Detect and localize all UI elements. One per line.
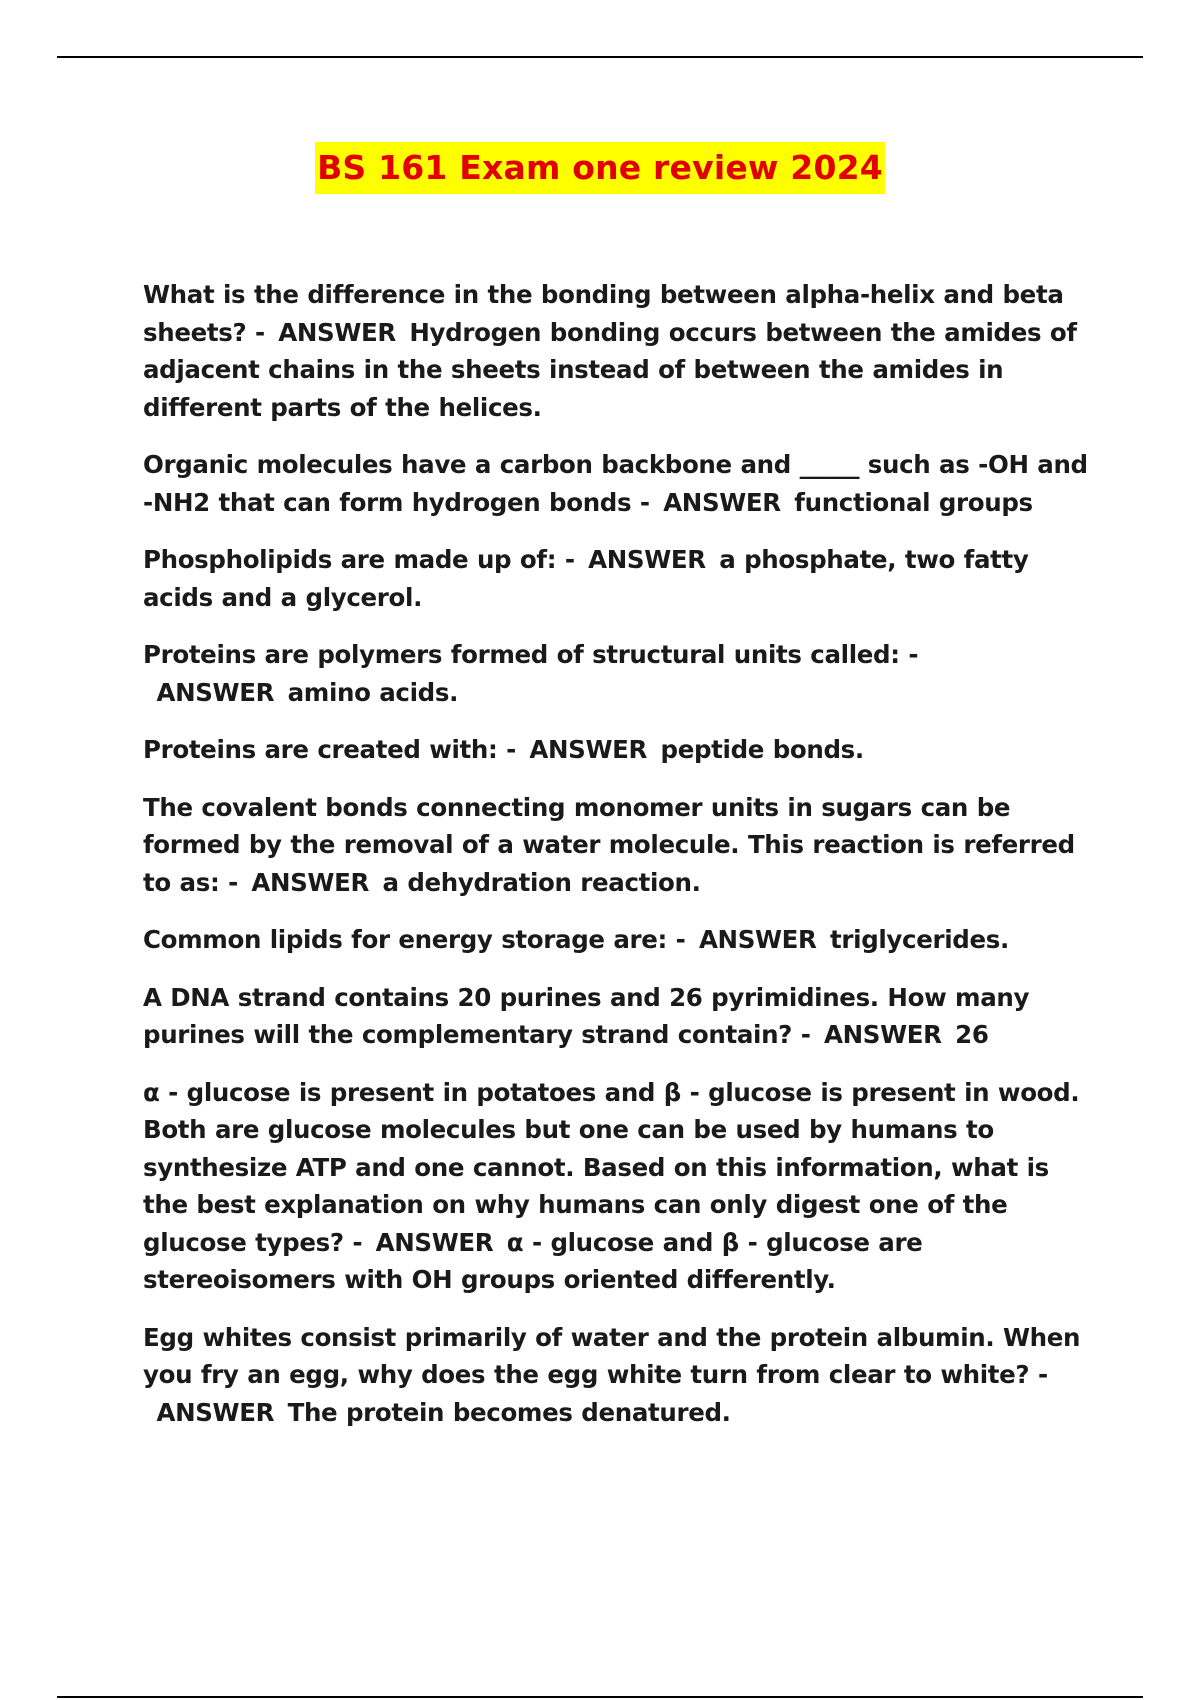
answer-label: ANSWER (698, 925, 817, 954)
question-text: α - glucose is present in potatoes and β - glucose is present in wood. Both are glucose molecules but one can be used by humans to synthesize ATP and one cannot. Based on this information, what is the best explanation on why humans can only digest one of the glucose types? (143, 1077, 1080, 1257)
question-text: What is the difference in the bonding between alpha-helix and beta sheets? (143, 280, 1064, 347)
answer-text: a phosphate, two fatty acids and a glycerol. (143, 545, 1029, 612)
question-text: Organic molecules have a carbon backbone and _____ such as -OH and -NH2 that can form hydrogen bonds (143, 450, 1088, 517)
qa-item (143, 979, 1093, 1054)
question-text: Proteins are polymers formed of structural units called: (143, 640, 900, 669)
separator: - (792, 1020, 811, 1049)
answer-text: peptide bonds. (660, 735, 864, 764)
question-text: Proteins are created with: (143, 735, 498, 764)
title-container (0, 142, 1200, 194)
answer-label: ANSWER (156, 677, 275, 707)
answer-text: triglycerides. (830, 925, 1009, 954)
separator: - (666, 925, 686, 954)
qa-item (143, 1319, 1093, 1432)
top-rule (57, 56, 1143, 58)
answer-text: a dehydration reaction. (382, 867, 701, 897)
separator: - (343, 1227, 363, 1257)
separator: - (899, 640, 919, 669)
page-title: BS 161 Exam one review 2024 (315, 142, 885, 194)
separator: - (1029, 1360, 1048, 1389)
question-text: A DNA strand contains 20 purines and 26 pyrimidines. How many purines will the complementary strand contain? (143, 982, 1030, 1049)
qa-item (143, 636, 1093, 711)
answer-label: ANSWER (663, 487, 781, 517)
qa-list (143, 276, 1093, 1451)
qa-item (143, 789, 1093, 902)
answer-text: functional groups (794, 487, 1033, 517)
answer-label: ANSWER (375, 1227, 494, 1257)
answer-text: The protein becomes denatured. (287, 1397, 731, 1427)
qa-item (143, 276, 1093, 426)
qa-item (143, 1074, 1093, 1299)
separator: - (631, 487, 650, 517)
separator: - (219, 867, 238, 897)
answer-label: ANSWER (588, 545, 706, 574)
bottom-rule (57, 1696, 1143, 1698)
answer-label: ANSWER (156, 1397, 275, 1427)
answer-label: ANSWER (251, 867, 369, 897)
answer-text: 26 (955, 1020, 989, 1049)
question-text: Common lipids for energy storage are: (143, 925, 667, 954)
answer-label: ANSWER (278, 317, 396, 347)
qa-item (143, 541, 1093, 616)
answer-text: α - glucose and β - glucose are stereoisomers with OH groups oriented differently. (143, 1227, 923, 1294)
separator: - (556, 545, 575, 574)
separator: - (246, 317, 265, 347)
answer-text: amino acids. (287, 677, 459, 707)
answer-label: ANSWER (529, 735, 648, 764)
answer-text: Hydrogen bonding occurs between the amides of adjacent chains in the sheets instead of between the amides in different parts of the helices. (143, 317, 1077, 422)
qa-item (143, 446, 1093, 521)
qa-item (143, 921, 1093, 959)
answer-label: ANSWER (824, 1020, 942, 1049)
question-text: The covalent bonds connecting monomer units in sugars can be formed by the removal of a water molecule. This reaction is referred to as: (143, 792, 1075, 897)
question-text: Egg whites consist primarily of water and the protein albumin. When you fry an egg, why does the egg white turn from clear to white? (143, 1322, 1081, 1389)
qa-item (143, 731, 1093, 769)
question-text: Phospholipids are made up of: (143, 545, 557, 574)
separator: - (497, 735, 516, 764)
